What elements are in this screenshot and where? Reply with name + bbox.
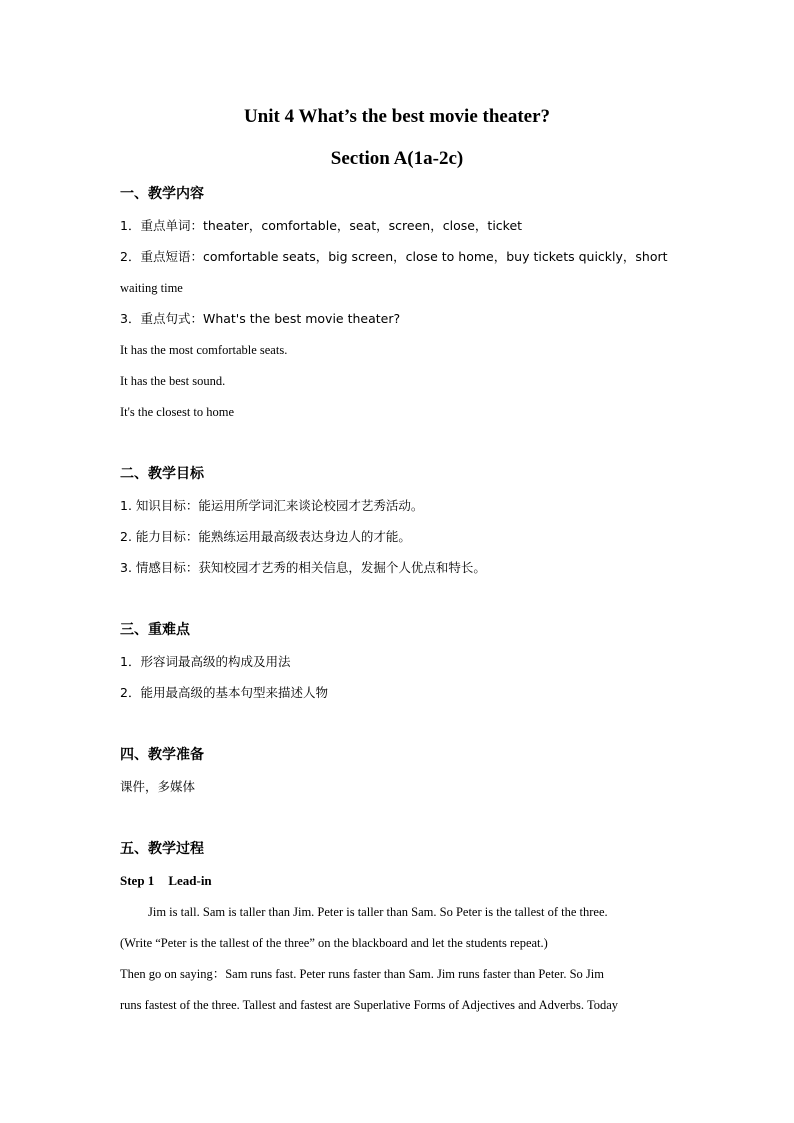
key-phrases-line-cont: waiting time: [120, 281, 183, 295]
preparation-line: 课件，多媒体: [120, 779, 196, 794]
document-subtitle: Section A(1a-2c): [330, 148, 464, 169]
key-phrases-line: 2．重点短语：comfortable seats，big screen，close to home，buy tickets quickly，short: [120, 249, 668, 264]
process-paragraph-line-1: Jim is tall. Sam is taller than Jim. Peter is taller than Sam. So Peter is the tallest of the three.: [148, 905, 608, 919]
goal-emotion: 3. 情感目标：获知校园才艺秀的相关信息，发掘个人优点和特长。: [120, 560, 486, 575]
sentence-example-3: It's the closest to home: [120, 405, 235, 419]
goal-knowledge: 1. 知识目标：能运用所学词汇来谈论校园才艺秀活动。: [120, 498, 424, 513]
sentence-example-1: It has the most comfortable seats.: [120, 343, 288, 357]
section-4-heading: 四、教学准备: [120, 747, 204, 763]
section-2-heading: 二、教学目标: [120, 466, 204, 482]
key-words-line: 1．重点单词：theater，comfortable，seat，screen，close，ticket: [120, 218, 523, 233]
process-paragraph-line-2: (Write “Peter is the tallest of the three” on the blackboard and let the students repeat.): [120, 936, 548, 950]
document-title: Unit 4 What’s the best movie theater?: [243, 106, 551, 127]
section-5-heading: 五、教学过程: [120, 841, 204, 857]
key-sentences-line: 3．重点句式：What's the best movie theater?: [120, 311, 401, 326]
section-3-heading: 三、重难点: [120, 622, 190, 638]
sentence-example-2: It has the best sound.: [120, 374, 226, 388]
step-number: Step 1: [120, 873, 155, 888]
step-name: Lead-in: [168, 873, 212, 888]
process-paragraph-line-3: Then go on saying：Sam runs fast. Peter runs faster than Sam. Jim runs faster than Peter. So Jim: [120, 967, 604, 981]
step-1-heading: [120, 873, 690, 889]
section-1-heading: 一、教学内容: [120, 186, 204, 202]
goal-ability: 2. 能力目标：能熟练运用最高级表达身边人的才能。: [120, 529, 411, 544]
key-point-2: 2．能用最高级的基本句型来描述人物: [120, 685, 328, 700]
key-point-1: 1．形容词最高级的构成及用法: [120, 654, 291, 669]
process-paragraph-line-4: runs fastest of the three. Tallest and fastest are Superlative Forms of Adjectives and Adverbs. Today: [120, 998, 619, 1012]
